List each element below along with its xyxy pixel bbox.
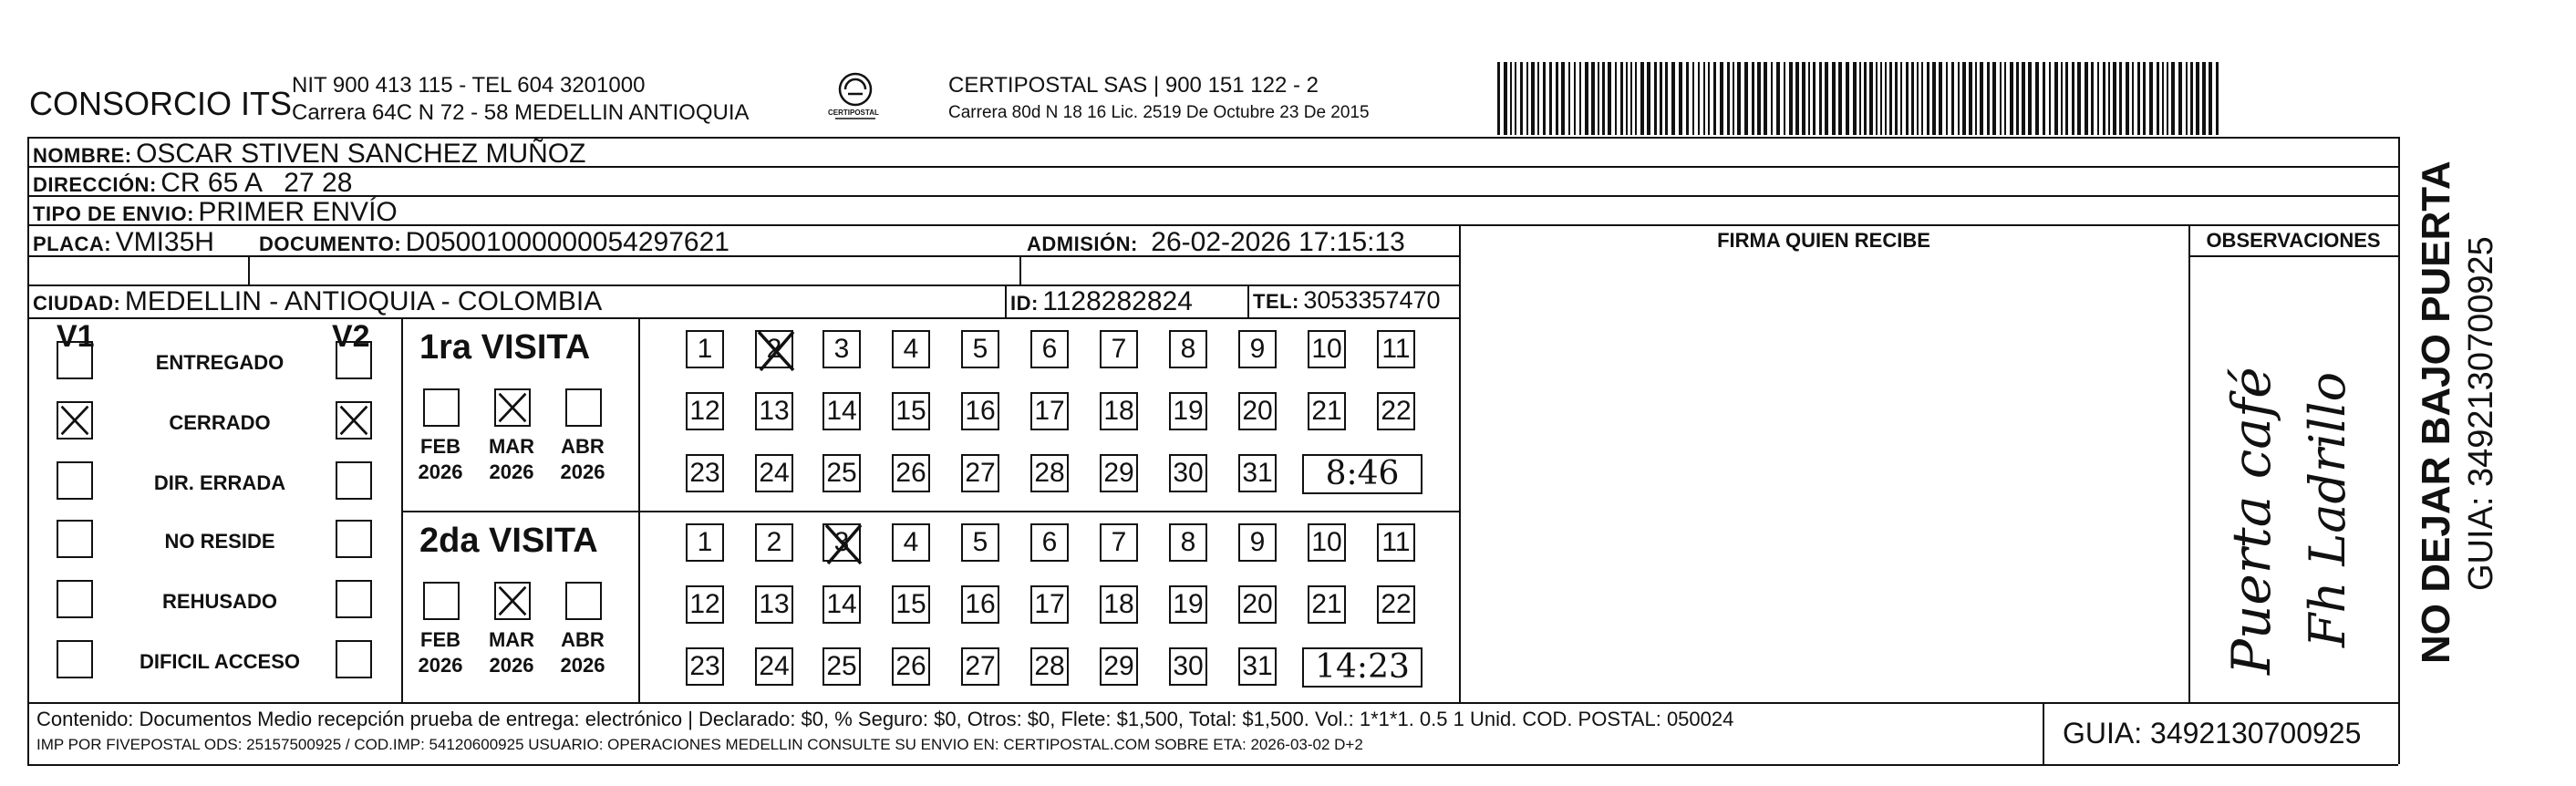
company-name: CONSORCIO ITS bbox=[29, 85, 293, 122]
admision-value: 26-02-2026 17:15:13 bbox=[1151, 227, 1405, 257]
observaciones-handwriting-1: Puerta café bbox=[2220, 367, 2282, 675]
day-23[interactable]: 23 bbox=[686, 454, 724, 492]
v1-checkbox[interactable] bbox=[57, 401, 93, 440]
month-label bbox=[551, 434, 615, 485]
v1-checkbox[interactable] bbox=[57, 520, 93, 558]
company-nit: NIT 900 413 115 - TEL 604 3201000 bbox=[292, 73, 646, 98]
day-29[interactable]: 29 bbox=[1100, 647, 1138, 686]
day-18[interactable]: 18 bbox=[1100, 392, 1138, 430]
direccion-label: DIRECCIÓN: bbox=[33, 173, 157, 196]
day-24[interactable]: 24 bbox=[755, 647, 793, 686]
day-27[interactable]: 27 bbox=[961, 647, 999, 686]
month-checkbox[interactable] bbox=[494, 582, 531, 620]
tipo-value: PRIMER ENVÍO bbox=[198, 197, 398, 227]
day-10[interactable]: 10 bbox=[1308, 523, 1346, 562]
tel-label: TEL: bbox=[1253, 290, 1299, 313]
month-label bbox=[409, 434, 472, 485]
admision-label: ADMISIÓN: bbox=[1027, 233, 1138, 255]
day-22[interactable]: 22 bbox=[1377, 585, 1415, 624]
day-28[interactable]: 28 bbox=[1030, 454, 1069, 492]
day-13[interactable]: 13 bbox=[755, 392, 793, 430]
month-label bbox=[409, 627, 472, 678]
day-9[interactable]: 9 bbox=[1238, 330, 1277, 368]
documento-value: D05001000000054297621 bbox=[405, 227, 729, 257]
day-1[interactable]: 1 bbox=[686, 330, 724, 368]
day-25[interactable]: 25 bbox=[822, 454, 861, 492]
month-label bbox=[480, 434, 543, 485]
day-5[interactable]: 5 bbox=[961, 330, 999, 368]
day-26[interactable]: 26 bbox=[892, 454, 930, 492]
day-20[interactable]: 20 bbox=[1238, 392, 1277, 430]
status-label: ENTREGADO bbox=[155, 351, 284, 374]
month-label bbox=[551, 627, 615, 678]
month-year: 2026 bbox=[560, 654, 605, 677]
month-year: 2026 bbox=[489, 460, 534, 483]
barcode bbox=[1495, 62, 2225, 135]
day-22[interactable]: 22 bbox=[1377, 392, 1415, 430]
day-2[interactable]: 2 bbox=[755, 330, 793, 368]
id-label: ID: bbox=[1010, 292, 1039, 315]
day-15[interactable]: 15 bbox=[892, 585, 930, 624]
day-15[interactable]: 15 bbox=[892, 392, 930, 430]
company-address: Carrera 64C N 72 - 58 MEDELLIN ANTIOQUIA bbox=[292, 100, 750, 125]
visit-time[interactable]: 14:23 bbox=[1302, 647, 1422, 688]
day-4[interactable]: 4 bbox=[892, 330, 930, 368]
day-26[interactable]: 26 bbox=[892, 647, 930, 686]
visit-time[interactable]: 8:46 bbox=[1302, 454, 1422, 494]
day-12[interactable]: 12 bbox=[686, 392, 724, 430]
month-name: MAR bbox=[488, 435, 535, 458]
day-7[interactable]: 7 bbox=[1100, 523, 1138, 562]
day-7[interactable]: 7 bbox=[1100, 330, 1138, 368]
v1-checkbox[interactable] bbox=[57, 640, 93, 678]
v2-checkbox[interactable] bbox=[336, 341, 372, 379]
month-name: ABR bbox=[561, 435, 605, 458]
firma-header: FIRMA QUIEN RECIBE bbox=[1717, 229, 1930, 252]
visit-title: 2da VISITA bbox=[419, 522, 598, 560]
v1-header: V1 bbox=[57, 319, 95, 354]
day-14[interactable]: 14 bbox=[822, 392, 861, 430]
tipo-label: TIPO DE ENVIO: bbox=[33, 202, 194, 225]
observaciones-handwriting-2: Fh Ladrillo bbox=[2299, 371, 2356, 647]
month-year: 2026 bbox=[489, 654, 534, 677]
nombre-value: OSCAR STIVEN SANCHEZ MUÑOZ bbox=[136, 139, 586, 169]
month-label bbox=[480, 627, 543, 678]
day-25[interactable]: 25 bbox=[822, 647, 861, 686]
day-8[interactable]: 8 bbox=[1169, 523, 1207, 562]
documento-label: DOCUMENTO: bbox=[259, 233, 402, 255]
day-6[interactable]: 6 bbox=[1030, 330, 1069, 368]
firma-area bbox=[1461, 257, 2187, 700]
day-11[interactable]: 11 bbox=[1377, 523, 1415, 562]
visit-title: 1ra VISITA bbox=[419, 328, 591, 367]
v2-checkbox[interactable] bbox=[336, 520, 372, 558]
no-dejar-bajo-puerta: NO DEJAR BAJO PUERTA bbox=[2414, 160, 2458, 664]
status-label: NO RESIDE bbox=[164, 530, 275, 553]
day-8[interactable]: 8 bbox=[1169, 330, 1207, 368]
day-19[interactable]: 19 bbox=[1169, 392, 1207, 430]
day-31[interactable]: 31 bbox=[1238, 454, 1277, 492]
day-31[interactable]: 31 bbox=[1238, 647, 1277, 686]
day-9[interactable]: 9 bbox=[1238, 523, 1277, 562]
id-value: 1128282824 bbox=[1042, 286, 1193, 316]
certipostal-logo bbox=[828, 69, 883, 126]
day-17[interactable]: 17 bbox=[1030, 392, 1069, 430]
day-11[interactable]: 11 bbox=[1377, 330, 1415, 368]
v2-header: V2 bbox=[332, 319, 370, 354]
nombre-label: NOMBRE: bbox=[33, 144, 132, 167]
day-5[interactable]: 5 bbox=[961, 523, 999, 562]
status-label: CERRADO bbox=[169, 411, 271, 434]
status-label: DIFICIL ACCESO bbox=[139, 650, 300, 673]
month-name: FEB bbox=[420, 628, 460, 651]
v2-checkbox[interactable] bbox=[336, 640, 372, 678]
day-21[interactable]: 21 bbox=[1308, 392, 1346, 430]
day-30[interactable]: 30 bbox=[1169, 454, 1207, 492]
month-name: ABR bbox=[561, 628, 605, 651]
day-4[interactable]: 4 bbox=[892, 523, 930, 562]
day-6[interactable]: 6 bbox=[1030, 523, 1069, 562]
month-checkbox[interactable] bbox=[494, 388, 531, 427]
tel-value: 3053357470 bbox=[1303, 286, 1441, 314]
month-checkbox[interactable] bbox=[565, 582, 602, 620]
day-16[interactable]: 16 bbox=[961, 392, 999, 430]
day-30[interactable]: 30 bbox=[1169, 647, 1207, 686]
day-10[interactable]: 10 bbox=[1308, 330, 1346, 368]
carrier-name: CERTIPOSTAL SAS | 900 151 122 - 2 bbox=[948, 73, 1319, 98]
day-3[interactable]: 3 bbox=[822, 330, 861, 368]
month-checkbox[interactable] bbox=[565, 388, 602, 427]
day-12[interactable]: 12 bbox=[686, 585, 724, 624]
v2-checkbox[interactable] bbox=[336, 461, 372, 500]
day-3[interactable]: 3 bbox=[822, 523, 861, 562]
logo-text: CERTIPOSTAL bbox=[828, 109, 879, 117]
month-year: 2026 bbox=[418, 460, 463, 483]
ciudad-value: MEDELLIN - ANTIOQUIA - COLOMBIA bbox=[124, 286, 603, 316]
v2-checkbox[interactable] bbox=[336, 401, 372, 440]
day-21[interactable]: 21 bbox=[1308, 585, 1346, 624]
day-18[interactable]: 18 bbox=[1100, 585, 1138, 624]
observaciones-header: OBSERVACIONES bbox=[2206, 229, 2381, 252]
day-1[interactable]: 1 bbox=[686, 523, 724, 562]
day-27[interactable]: 27 bbox=[961, 454, 999, 492]
day-23[interactable]: 23 bbox=[686, 647, 724, 686]
month-name: MAR bbox=[488, 628, 535, 651]
month-checkbox[interactable] bbox=[423, 388, 460, 427]
carrier-address: Carrera 80d N 18 16 Lic. 2519 De Octubre 23 De 2015 bbox=[948, 103, 1370, 122]
day-20[interactable]: 20 bbox=[1238, 585, 1277, 624]
month-year: 2026 bbox=[418, 654, 463, 677]
footer-content: Contenido: Documentos Medio recepción prueba de entrega: electrónico | Declarado: $0, % Seguro: $0, Otros: $0, Flete: $1,500, Total: $1,500. Vol.: 1*1*1. 0.5 1 Unid. COD. POSTAL: 050024 bbox=[36, 708, 1734, 730]
day-16[interactable]: 16 bbox=[961, 585, 999, 624]
ciudad-label: CIUDAD: bbox=[33, 292, 121, 315]
v1-checkbox[interactable] bbox=[57, 341, 93, 379]
month-year: 2026 bbox=[560, 460, 605, 483]
direccion-value: CR 65 A 27 28 bbox=[160, 168, 353, 198]
footer-guia: GUIA: 3492130700925 bbox=[2063, 717, 2362, 750]
day-28[interactable]: 28 bbox=[1030, 647, 1069, 686]
placa-label: PLACA: bbox=[33, 233, 112, 255]
day-14[interactable]: 14 bbox=[822, 585, 861, 624]
day-24[interactable]: 24 bbox=[755, 454, 793, 492]
footer-print-info: IMP POR FIVEPOSTAL ODS: 25157500925 / COD.IMP: 54120600925 USUARIO: OPERACIONES MEDELLIN CONSULTE SU ENVIO EN: CERTIPOSTAL.COM SOBRE ETA: 2026-03-02 D+2 bbox=[36, 736, 1363, 753]
placa-value: VMI35H bbox=[115, 227, 214, 257]
v1-checkbox[interactable] bbox=[57, 461, 93, 500]
v1-checkbox[interactable] bbox=[57, 580, 93, 618]
month-checkbox[interactable] bbox=[423, 582, 460, 620]
day-17[interactable]: 17 bbox=[1030, 585, 1069, 624]
day-29[interactable]: 29 bbox=[1100, 454, 1138, 492]
v2-checkbox[interactable] bbox=[336, 580, 372, 618]
day-13[interactable]: 13 bbox=[755, 585, 793, 624]
month-name: FEB bbox=[420, 435, 460, 458]
day-19[interactable]: 19 bbox=[1169, 585, 1207, 624]
side-guia: GUIA: 3492130700925 bbox=[2462, 236, 2500, 591]
status-label: REHUSADO bbox=[162, 590, 277, 613]
status-label: DIR. ERRADA bbox=[153, 471, 286, 494]
day-2[interactable]: 2 bbox=[755, 523, 793, 562]
